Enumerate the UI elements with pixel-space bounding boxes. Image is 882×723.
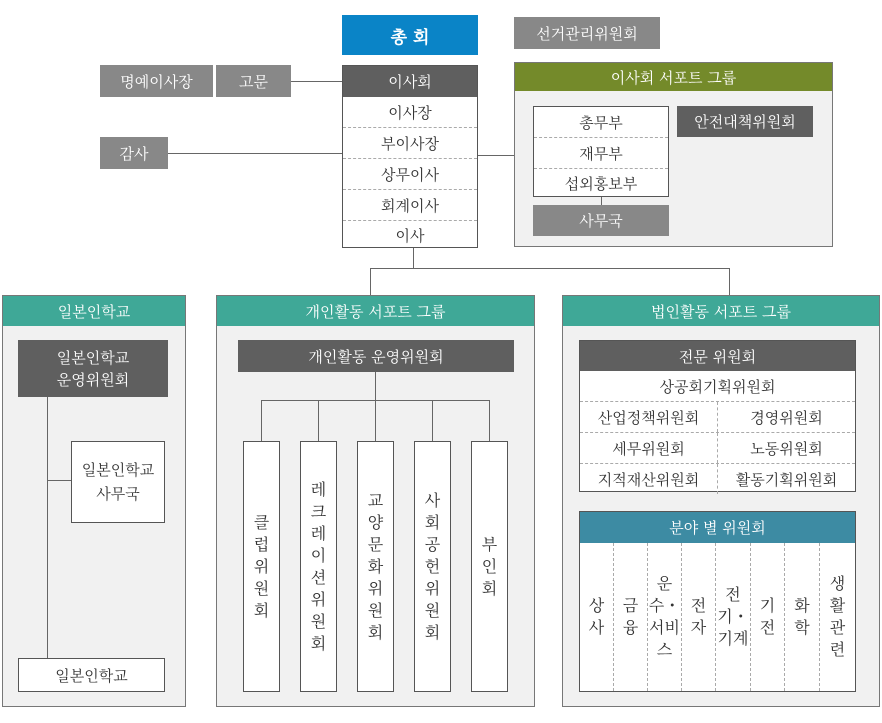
- connector-corporate-down: [729, 268, 730, 296]
- connector-personal-down: [370, 268, 371, 296]
- connector-board-support: [478, 155, 514, 156]
- election-committee-box: 선거관리위원회: [514, 17, 660, 49]
- connector-groups-horizontal: [370, 268, 730, 269]
- field-committee-cell: 화학: [785, 543, 820, 691]
- board-member: 부이사장: [343, 128, 477, 159]
- expert-committee-cell: 활동기획위원회: [735, 470, 838, 489]
- field-committee-cell: 생활관련: [829, 574, 846, 659]
- connector-auditor-board: [168, 153, 342, 154]
- department-item: 재무부: [534, 138, 668, 169]
- connector-secretariat: [601, 197, 602, 205]
- corporate-support-title: 법인활동 서포트 그룹: [563, 296, 879, 326]
- japan-school-title: 일본인학교: [3, 296, 185, 326]
- field-committee-cell: 전기・기계: [716, 543, 751, 691]
- board-header: 이사회: [343, 66, 477, 97]
- connector-board-down: [413, 247, 414, 269]
- subcommittee-box: 교양문화위원회: [357, 441, 394, 692]
- secretariat-box: 사무국: [533, 205, 669, 236]
- expert-committee-cell: 산업정책위원회: [580, 402, 718, 432]
- department-item: 섭외홍보부: [564, 175, 638, 193]
- personal-committee-box: 개인활동 운영위원회: [238, 340, 514, 372]
- school-box: 일본인학교: [18, 658, 165, 692]
- field-committee-cell: 전자: [682, 543, 716, 691]
- board-box: [342, 65, 478, 248]
- safety-committee-box: 안전대책위원회: [677, 106, 813, 137]
- field-committee-cell: 상사: [580, 543, 614, 691]
- expert-committee-cell: 경영위원회: [750, 408, 823, 427]
- connector-personal-trunk: [375, 372, 376, 400]
- department-list: [533, 106, 669, 197]
- connector-sub-3: [375, 400, 376, 441]
- subcommittee-box: 부인회: [471, 441, 508, 692]
- connector-sub-4: [432, 400, 433, 441]
- connector-honorary-board: [290, 81, 342, 82]
- board-member: 이사장: [343, 97, 477, 128]
- field-committee-table: [579, 511, 856, 692]
- board-member: 회계이사: [343, 190, 477, 221]
- personal-support-title: 개인활동 서포트 그룹: [217, 296, 534, 326]
- auditor-box: 감사: [100, 137, 168, 169]
- board-member: 상무이사: [343, 159, 477, 190]
- board-support-title: 이사회 서포트 그룹: [515, 63, 832, 91]
- connector-school-vertical: [47, 397, 48, 658]
- field-committee-cell: 운수・서비스: [648, 543, 682, 691]
- expert-committee-table: [579, 340, 856, 492]
- advisor-box: 고문: [216, 65, 291, 97]
- general-meeting-box: 총 회: [342, 15, 478, 55]
- subcommittee-box: 사회공헌위원회: [414, 441, 451, 692]
- connector-sub-1: [261, 400, 262, 441]
- department-item: 총무부: [534, 107, 668, 138]
- field-committee-cell: 금융: [614, 543, 648, 691]
- connector-sub-2: [318, 400, 319, 441]
- expert-committee-cell: 세무위원회: [580, 433, 718, 463]
- commerce-planning-row: 상공회기획위원회: [580, 371, 855, 402]
- school-committee-box: 일본인학교 운영위원회: [18, 340, 168, 397]
- expert-committee-header: 전문 위원회: [580, 341, 855, 371]
- expert-committee-cell: 노동위원회: [750, 439, 823, 458]
- connector-sub-5: [489, 400, 490, 441]
- field-committee-header: 분야 별 위원회: [580, 512, 855, 543]
- subcommittee-box: 레크레이션위원회: [300, 441, 337, 692]
- field-committee-cell: 기전: [751, 543, 785, 691]
- expert-committee-cell: 지적재산위원회: [580, 464, 718, 494]
- subcommittee-box: 클럽위원회: [243, 441, 280, 692]
- board-member: 이사: [395, 227, 425, 245]
- connector-school-office: [47, 480, 71, 481]
- honorary-chair-box: 명예이사장: [100, 65, 213, 97]
- school-office-box: 일본인학교 사무국: [71, 441, 165, 523]
